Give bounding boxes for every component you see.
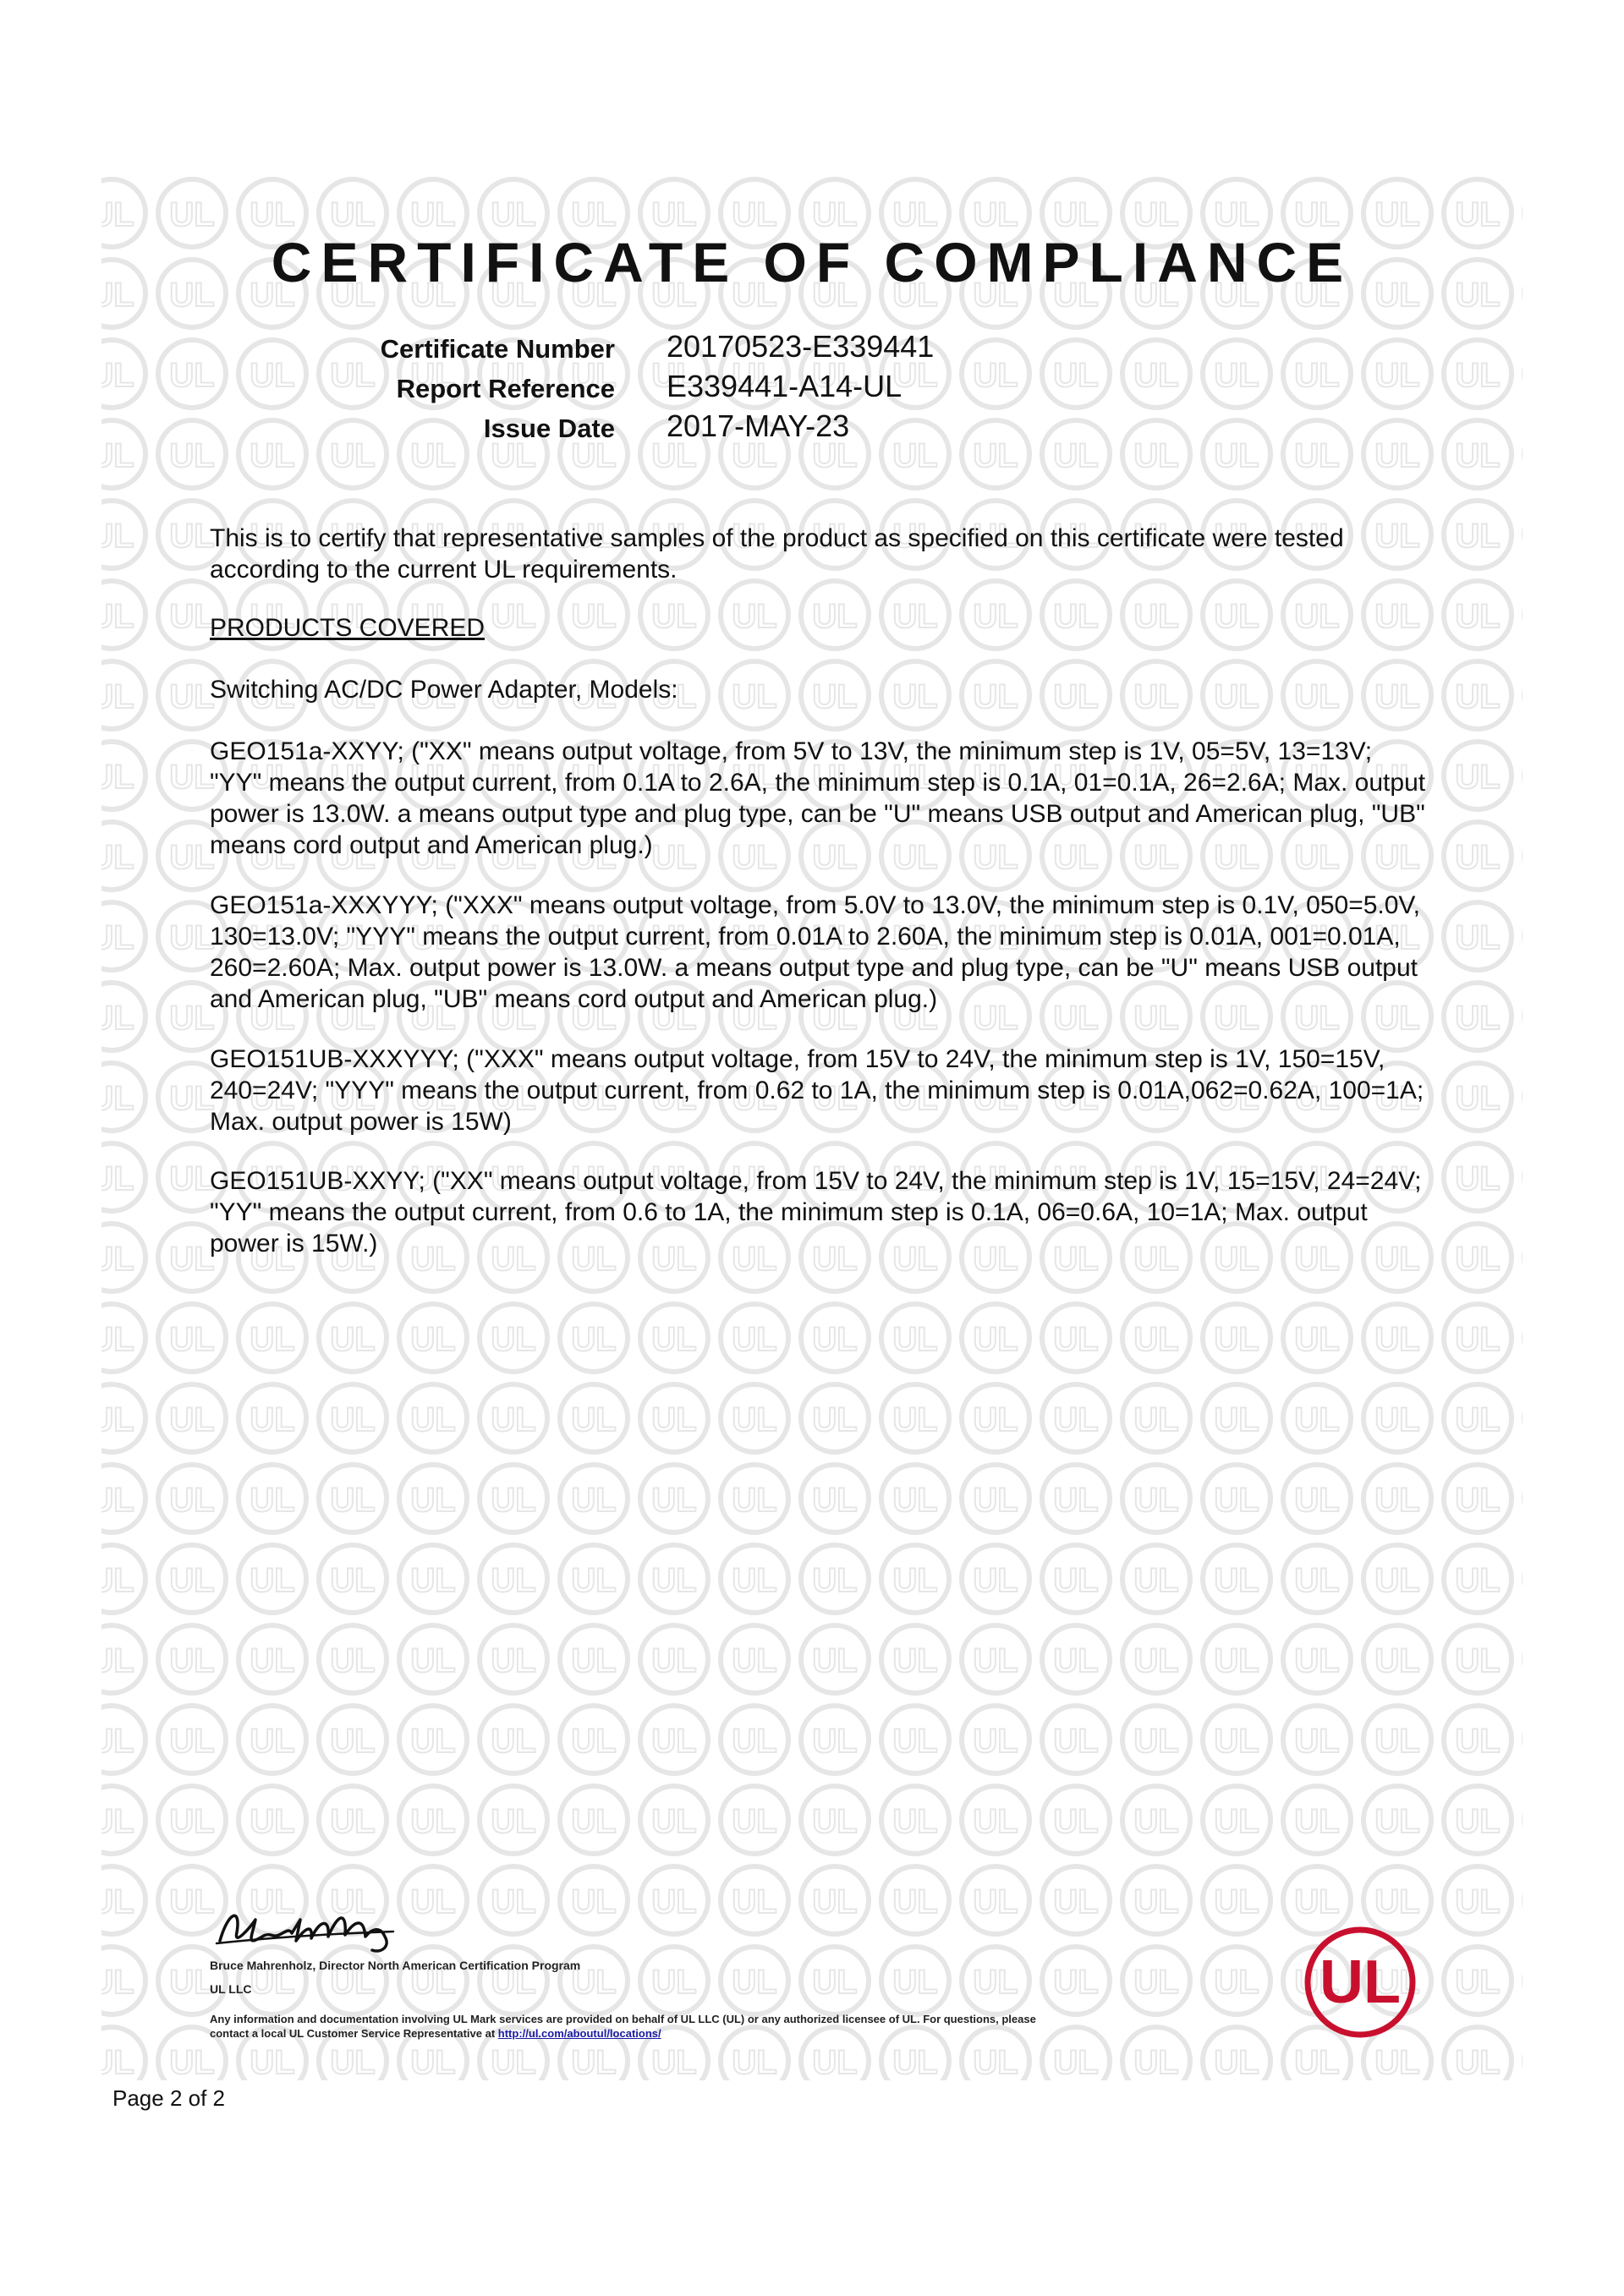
products-covered-heading: PRODUCTS COVERED: [210, 614, 486, 642]
company-name: UL LLC: [210, 1982, 252, 1996]
model-entry: GEO151a-XXXYYY; ("XXX" means output voltage, from 5.0V to 13.0V, the minimum step is 0.1V, 050=5.0V, 130=13.0V; "YYY" means the output current, from 0.01A to 2.60A, the minimum step is 0.01A, 001=0.01A, 260=2.60A; Max. output power is 13.0W. a means output type and plug type, can be "U" means USB output and American plug, "UB" means cord output and American plug.): [210, 891, 1421, 1013]
issue-date-row: [0, 408, 1624, 454]
certificate-number-value: 20170523-E339441: [667, 329, 935, 364]
certificate-number-label: Certificate Number: [380, 334, 615, 364]
products-description: Switching AC/DC Power Adapter, Models:: [210, 676, 678, 704]
issue-date-label: Issue Date: [483, 414, 615, 443]
ul-logo: [1303, 1925, 1418, 2040]
certification-statement: This is to certify that representative samples of the product as specified on this certificate were tested according to the current UL requirements.: [210, 524, 1344, 584]
page-number: Page 2 of 2: [112, 2085, 225, 2111]
locations-link[interactable]: http://ul.com/aboutul/locations/: [497, 2027, 661, 2040]
ul-logo-text: UL: [1320, 1948, 1401, 2016]
report-reference-label: Report Reference: [396, 374, 615, 403]
certificate-title: CERTIFICATE OF COMPLIANCE: [271, 231, 1353, 293]
model-entry: GEO151a-XXYY; ("XX" means output voltage, from 5V to 13V, the minimum step is 1V, 05=5V, 13=13V; "YY" means the output current, from 0.1A to 2.6A, the minimum step is 0.1A, 01=0.1A, 26=2.6A; Max. output power is 13.0W. a means output type and plug type, can be "U" means USB output and American plug, "UB" means cord output and American plug.): [210, 737, 1426, 859]
disclaimer-contact-text: contact a local UL Customer Service Representative at: [210, 2027, 498, 2040]
model-entry: GEO151UB-XXYY; ("XX" means output voltage, from 15V to 24V, the minimum step is 1V, 15=15V, 24=24V; "YY" means the output current, from 0.6 to 1A, the minimum step is 0.1A, 06=0.6A, 10=1A; Max. output power is 15W.): [210, 1167, 1422, 1258]
report-reference-value: E339441-A14-UL: [667, 369, 903, 403]
disclaimer-line: [210, 2026, 1309, 2041]
disclaimer-line: Any information and documentation involving UL Mark services are provided on behalf of UL LLC (UL) or any authorized licensee of UL. For questions, please: [210, 2013, 1036, 2025]
issue-date-value: 2017-MAY-23: [667, 408, 850, 443]
disclaimer: [210, 2012, 1309, 2041]
model-entry: GEO151UB-XXXYYY; ("XXX" means output voltage, from 15V to 24V, the minimum step is 1V, 150=15V, 240=24V; "YYY" means the output current, from 0.62 to 1A, the minimum step is 0.01A,062=0.62A, 100=1A; Max. output power is 15W): [210, 1045, 1424, 1136]
signatory-name: Bruce Mahrenholz, Director North American Certification Program: [210, 1959, 581, 1972]
signature: [211, 1894, 431, 1962]
